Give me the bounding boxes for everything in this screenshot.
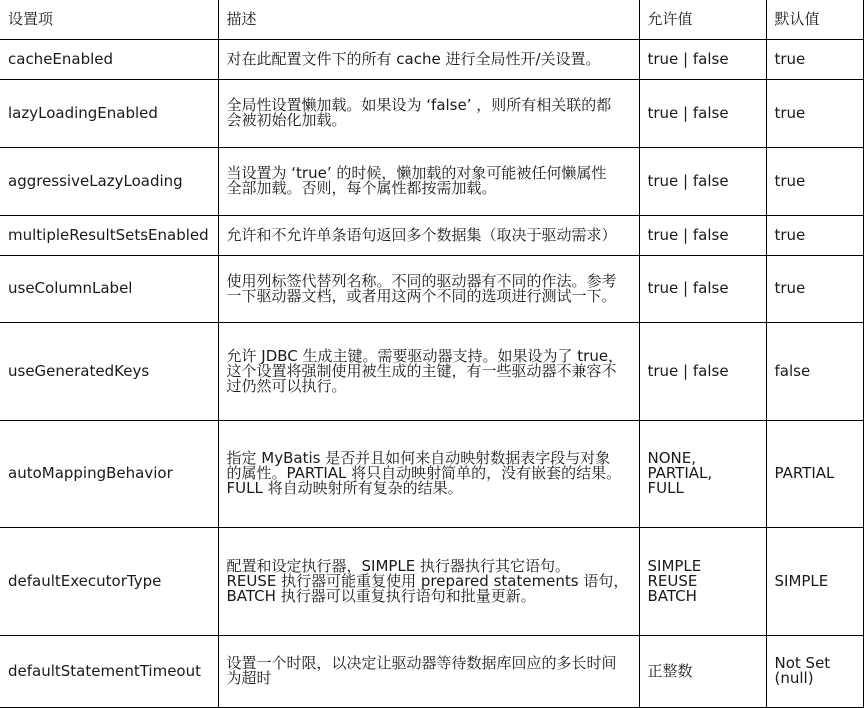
setting-name: defaultExecutorType <box>0 527 218 635</box>
header-description: 描述 <box>218 0 639 39</box>
setting-description: 对在此配置文件下的所有 cache 进行全局性开/关设置。 <box>218 39 639 79</box>
allowed-values: true | false <box>639 215 766 255</box>
setting-description: 当设置为 ‘true’ 的时候，懒加载的对象可能被任何懒属性 全部加载。否则，每个属性都按需加载。 <box>218 147 639 215</box>
setting-description: 使用列标签代替列名称。不同的驱动器有不同的作法。参考 一下驱动器文档，或者用这两个不同的选项进行测试一下。 <box>218 255 639 322</box>
allowed-values: SIMPLE REUSE BATCH <box>639 527 766 635</box>
table-row <box>0 39 863 79</box>
table-row <box>0 322 863 420</box>
setting-description: 配置和设定执行器，SIMPLE 执行器执行其它语句。 REUSE 执行器可能重复使用 prepared statements 语句， BATCH 执行器可以重复执行语句和批量更新。 <box>218 527 639 635</box>
default-value: true <box>766 147 863 215</box>
allowed-values: true | false <box>639 79 766 147</box>
header-setting-name: 设置项 <box>0 0 218 39</box>
table-row <box>0 420 863 527</box>
default-value: true <box>766 255 863 322</box>
default-value: SIMPLE <box>766 527 863 635</box>
allowed-values: true | false <box>639 255 766 322</box>
allowed-values: 正整数 <box>639 635 766 707</box>
setting-name: defaultStatementTimeout <box>0 635 218 707</box>
setting-name: autoMappingBehavior <box>0 420 218 527</box>
header-allowed-values: 允许值 <box>639 0 766 39</box>
setting-name: lazyLoadingEnabled <box>0 79 218 147</box>
setting-name: aggressiveLazyLoading <box>0 147 218 215</box>
allowed-values: true | false <box>639 322 766 420</box>
table-row <box>0 635 863 707</box>
default-value: Not Set (null) <box>766 635 863 707</box>
default-value: true <box>766 215 863 255</box>
allowed-values: true | false <box>639 147 766 215</box>
table-row <box>0 79 863 147</box>
setting-name: useColumnLabel <box>0 255 218 322</box>
default-value: true <box>766 39 863 79</box>
setting-name: cacheEnabled <box>0 39 218 79</box>
setting-name: multipleResultSetsEnabled <box>0 215 218 255</box>
allowed-values: true | false <box>639 39 766 79</box>
setting-name: useGeneratedKeys <box>0 322 218 420</box>
header-default-value: 默认值 <box>766 0 863 39</box>
table-row <box>0 255 863 322</box>
setting-description: 允许 JDBC 生成主键。需要驱动器支持。如果设为了 true， 这个设置将强制使用被生成的主键，有一些驱动器不兼容不 过仍然可以执行。 <box>218 322 639 420</box>
setting-description: 允许和不允许单条语句返回多个数据集（取决于驱动需求） <box>218 215 639 255</box>
setting-description: 全局性设置懒加载。如果设为 ‘false’ ，则所有相关联的都 会被初始化加载。 <box>218 79 639 147</box>
setting-description: 指定 MyBatis 是否并且如何来自动映射数据表字段与对象 的属性。PARTIAL 将只自动映射简单的，没有嵌套的结果。 FULL 将自动映射所有复杂的结果。 <box>218 420 639 527</box>
table-row <box>0 527 863 635</box>
default-value: true <box>766 79 863 147</box>
allowed-values: NONE, PARTIAL, FULL <box>639 420 766 527</box>
setting-description: 设置一个时限，以决定让驱动器等待数据库回应的多长时间 为超时 <box>218 635 639 707</box>
default-value: false <box>766 322 863 420</box>
table-row <box>0 215 863 255</box>
table-row <box>0 147 863 215</box>
default-value: PARTIAL <box>766 420 863 527</box>
header-row <box>0 0 863 39</box>
